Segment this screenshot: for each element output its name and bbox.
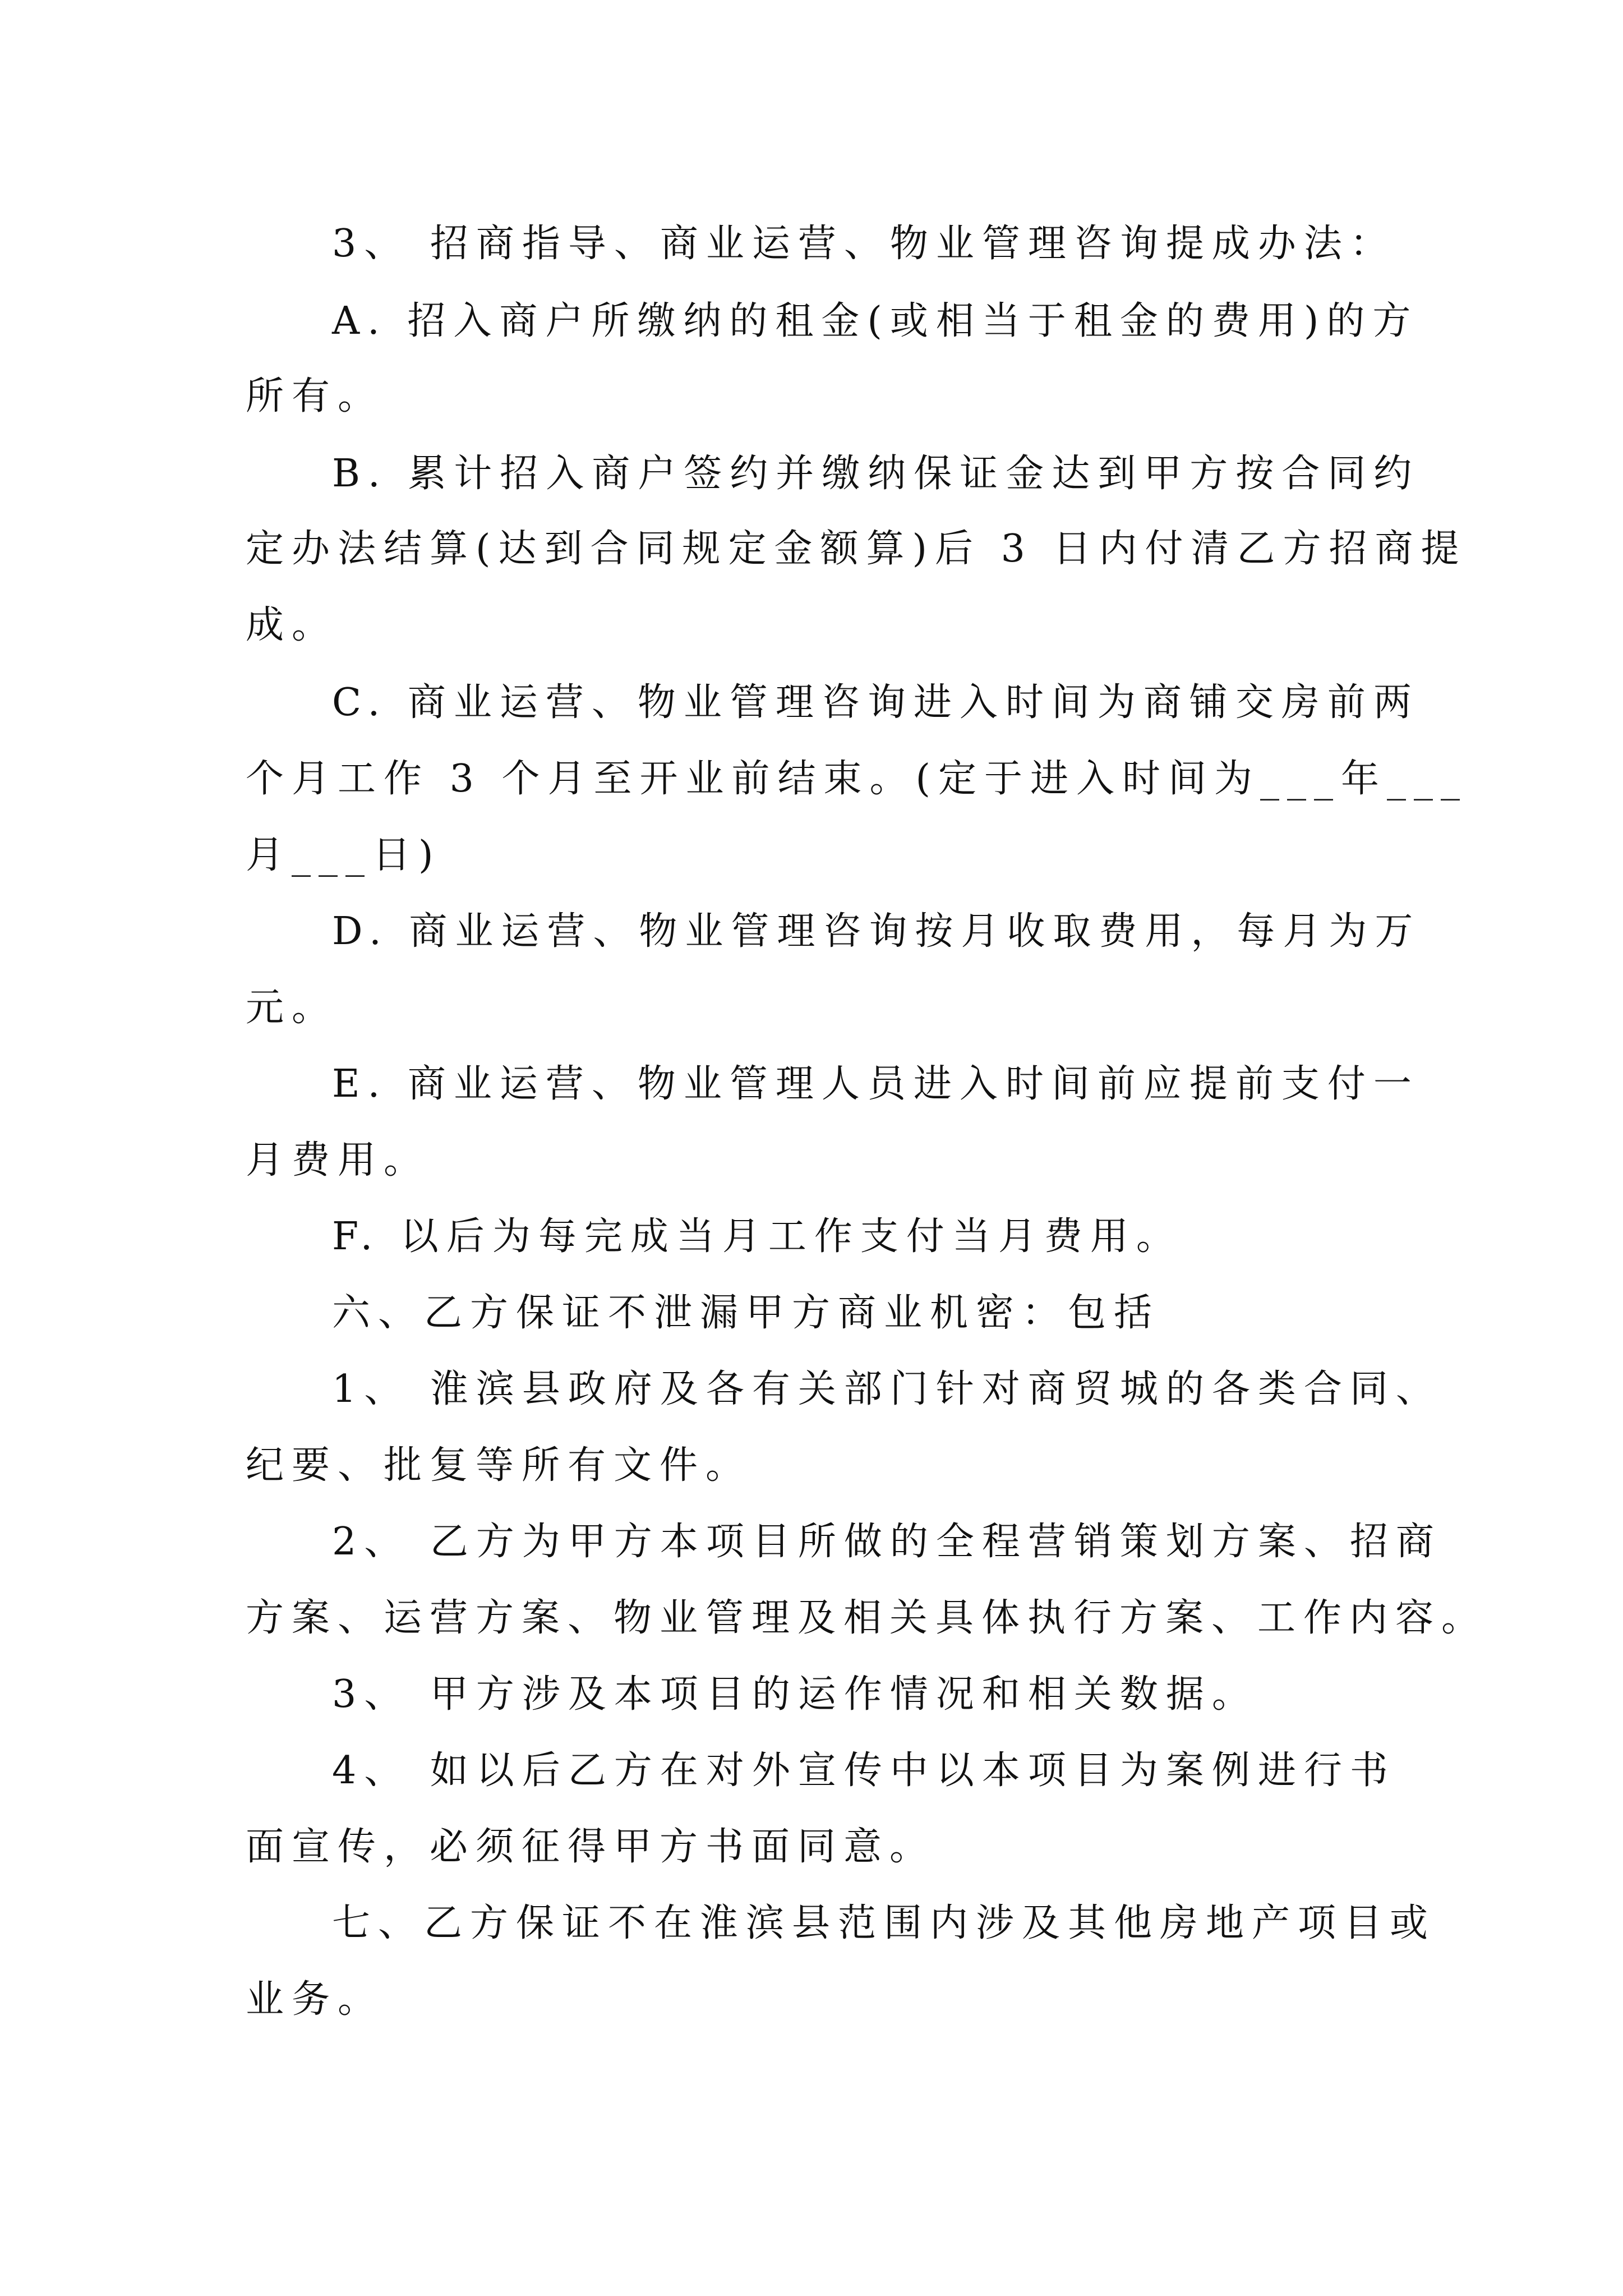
clause-b-line-3: 成。 (246, 603, 338, 647)
section-6-item-1-line-2: 纪要、批复等所有文件。 (246, 1443, 752, 1488)
section-6-item-1-line-1: 1、 淮滨县政府及各有关部门针对商贸城的各类合同、 (332, 1367, 1442, 1411)
clause-e-line-2: 月费用。 (246, 1138, 430, 1182)
clause-a-line-2: 所有。 (246, 374, 384, 418)
section-7-line-1: 七、乙方保证不在淮滨县范围内涉及其他房地产项目或 (332, 1901, 1436, 1945)
clause-e-line-1: E. 商业运营、物业管理人员进入时间前应提前支付一 (332, 1062, 1419, 1106)
section-6-item-3-line-1: 3、 甲方涉及本项目的运作情况和相关数据。 (332, 1672, 1258, 1717)
section-6-item-2-line-2: 方案、运营方案、物业管理及相关具体执行方案、工作内容。 (246, 1596, 1488, 1640)
clause-d-line-2: 元。 (246, 986, 338, 1030)
clause-f-line-1: F. 以后为每完成当月工作支付当月费用。 (332, 1214, 1182, 1259)
clause-b-line-1: B. 累计招入商户签约并缴纳保证金达到甲方按合同约 (332, 452, 1420, 496)
section-6-item-4-line-1: 4、 如以后乙方在对外宣传中以本项目为案例进行书 (332, 1749, 1396, 1793)
clause-3-heading: 3、 招商指导、商业运营、物业管理咨询提成办法： (332, 222, 1396, 266)
clause-c-line-3: 月___日) (246, 833, 441, 877)
section-6-item-2-line-1: 2、 乙方为甲方本项目所做的全程营销策划方案、招商 (332, 1520, 1442, 1564)
clause-c-line-1: C. 商业运营、物业管理咨询进入时间为商铺交房前两 (332, 680, 1419, 725)
clause-d-line-1: D. 商业运营、物业管理咨询按月收取费用，每月为万 (332, 909, 1421, 954)
clause-c-line-2: 个月工作 3 个月至开业前结束。(定于进入时间为___年___ (246, 757, 1468, 801)
section-7-line-2: 业务。 (246, 1977, 384, 2022)
clause-a-line-1: A. 招入商户所缴纳的租金(或相当于租金的费用)的方 (332, 299, 1419, 343)
section-6-item-4-line-2: 面宣传，必须征得甲方书面同意。 (246, 1825, 936, 1869)
clause-b-line-2: 定办法结算(达到合同规定金额算)后 3 日内付清乙方招商提 (246, 527, 1467, 571)
section-6-heading: 六、乙方保证不泄漏甲方商业机密：包括 (332, 1291, 1160, 1335)
